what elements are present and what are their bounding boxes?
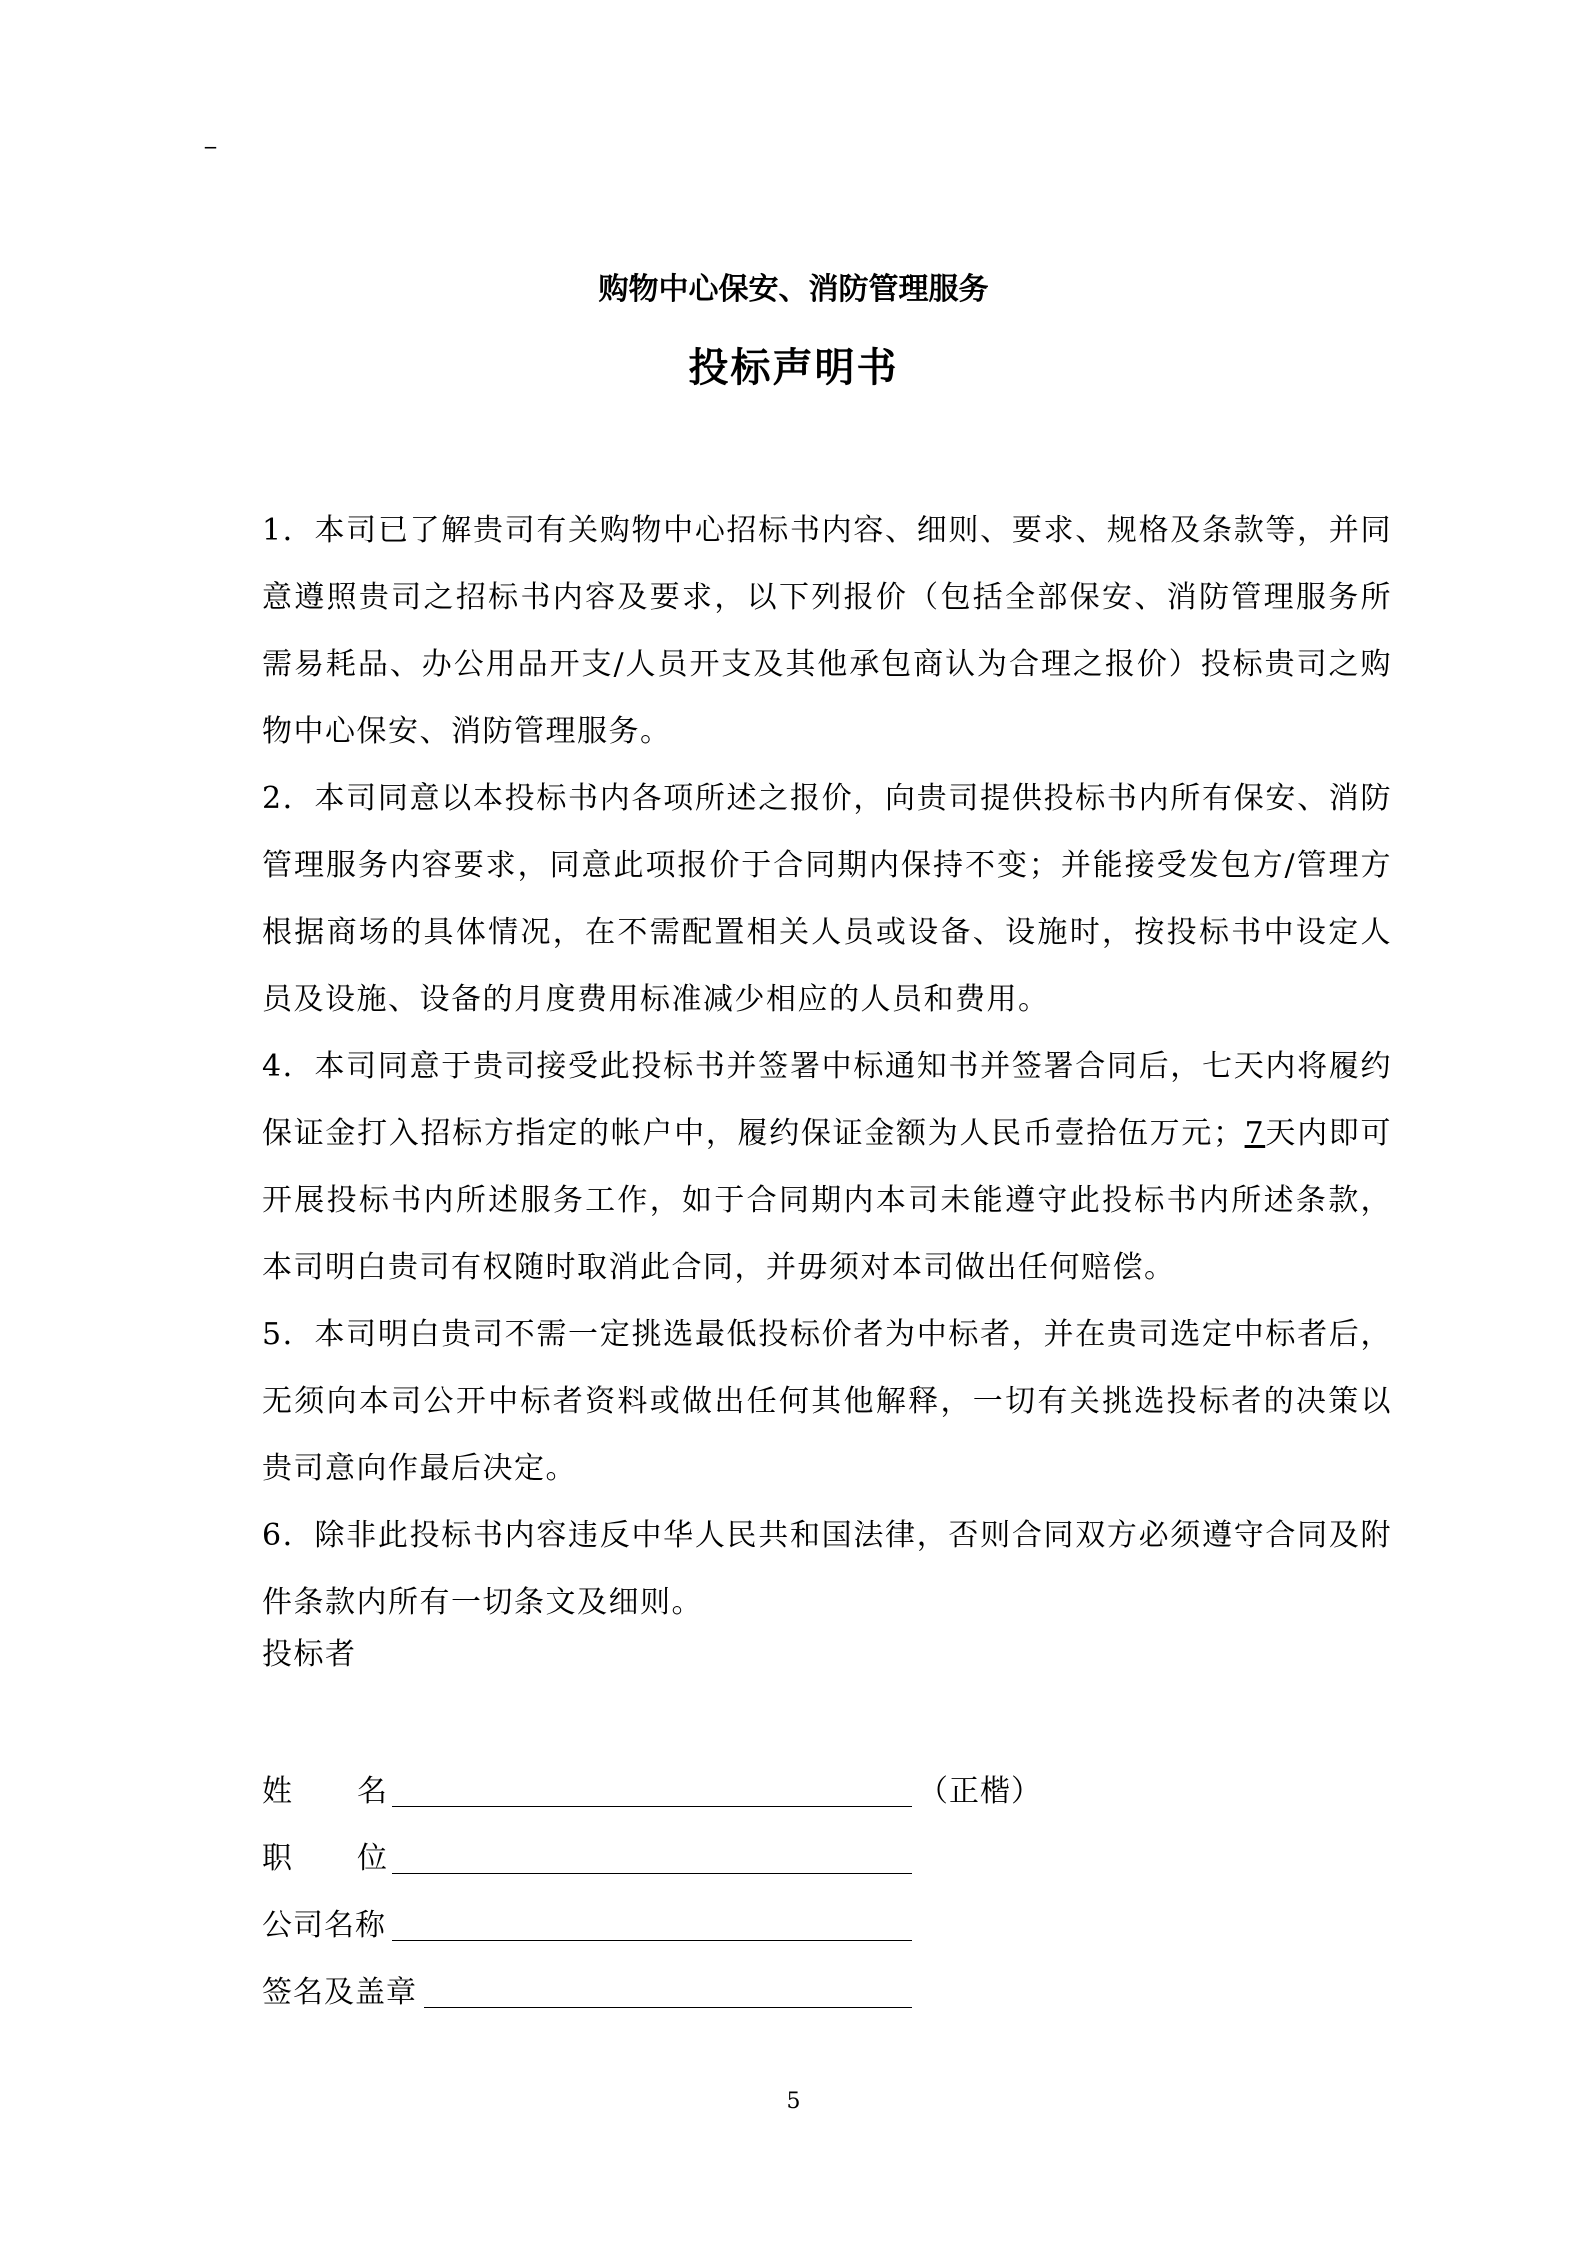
name-label-char-1: 姓 <box>262 1774 293 1809</box>
name-note: （正楷） <box>918 1774 1042 1809</box>
clause-4-part-2: 天内即可开展投标书内所述服务工作，如于合同期内本司未能遵守此投标书内所述条款，本司明白贵司有权随时取消此合同，并毋须对本司做出任何赔偿。 <box>262 1116 1392 1285</box>
seal-label: 签名及盖章 <box>262 1975 417 2010</box>
name-label-char-2: 名 <box>357 1774 388 1809</box>
bidder-label: 投标者 <box>262 1637 357 1672</box>
name-blank-line[interactable] <box>392 1806 912 1807</box>
document-title: 投标声明书 <box>688 345 899 391</box>
signature-row-name <box>262 1772 1062 1816</box>
page-number: 5 <box>786 2089 801 2114</box>
signature-row-seal <box>262 1973 922 2017</box>
document-subtitle: 购物中心保安、消防管理服务 <box>598 272 989 307</box>
clause-4-part-1: 4．本司同意于贵司接受此投标书并签署中标通知书并签署合同后，七天内将履约保证金打入招标方指定的帐户中，履约保证金额为人民币壹拾伍万元； <box>262 1049 1392 1151</box>
name-label <box>262 1772 388 1812</box>
position-label <box>262 1839 388 1879</box>
clause-5: 5．本司明白贵司不需一定挑选最低投标价者为中标者，并在贵司选定中标者后，无须向本司公开中标者资料或做出任何其他解释，一切有关挑选投标者的决策以贵司意向作最后决定。 <box>262 1317 1392 1486</box>
seal-blank-line[interactable] <box>424 2007 912 2008</box>
clause-6: 6．除非此投标书内容违反中华人民共和国法律，否则合同双方必须遵守合同及附件条款内所有一切条文及细则。 <box>262 1518 1392 1620</box>
position-blank-line[interactable] <box>392 1873 912 1874</box>
position-label-char-2: 位 <box>357 1841 388 1876</box>
position-label-char-1: 职 <box>262 1841 293 1876</box>
company-label: 公司名称 <box>262 1908 386 1943</box>
clause-1: 1．本司已了解贵司有关购物中心招标书内容、细则、要求、规格及条款等，并同意遵照贵司之招标书内容及要求，以下列报价（包括全部保安、消防管理服务所需易耗品、办公用品开支/人员开支及其他承包商认为合理之报价）投标贵司之购物中心保安、消防管理服务。 <box>262 513 1392 749</box>
corner-mark: _ <box>205 124 216 149</box>
declaration-body <box>262 497 1392 1636</box>
clause-4-days: 7 <box>1244 1116 1266 1151</box>
signature-row-position <box>262 1839 922 1883</box>
signature-row-company <box>262 1906 922 1950</box>
clause-4 <box>262 1033 1392 1301</box>
company-blank-line[interactable] <box>392 1940 912 1941</box>
clause-2: 2．本司同意以本投标书内各项所述之报价，向贵司提供投标书内所有保安、消防管理服务内容要求，同意此项报价于合同期内保持不变；并能接受发包方/管理方根据商场的具体情况，在不需配置相关人员或设备、设施时，按投标书中设定人员及设施、设备的月度费用标准减少相应的人员和费用。 <box>262 781 1392 1017</box>
